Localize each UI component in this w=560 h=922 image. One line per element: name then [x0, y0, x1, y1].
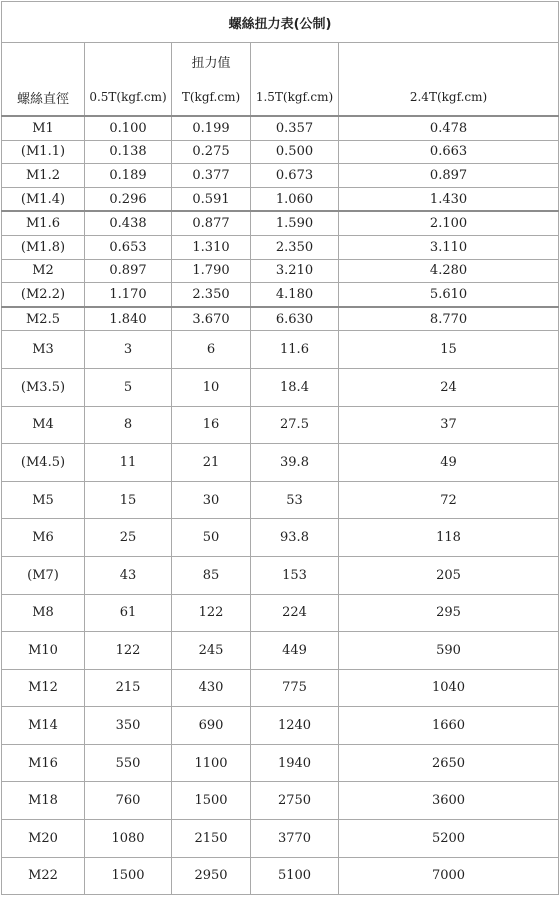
- table-row: [2, 594, 559, 632]
- screw-size-cell: M22: [2, 857, 85, 895]
- torque-1t-cell: 122: [172, 594, 251, 632]
- header-row-top: [2, 43, 559, 80]
- table-row: [2, 782, 559, 820]
- torque-2-4t-cell: 2650: [339, 744, 559, 782]
- torque-0-5t-cell: 15: [85, 481, 172, 519]
- torque-0-5t-cell: 43: [85, 556, 172, 594]
- torque-1t-cell: 245: [172, 632, 251, 670]
- screw-size-cell: (M7): [2, 556, 85, 594]
- torque-0-5t-cell: 1500: [85, 857, 172, 895]
- torque-1t-cell: 16: [172, 406, 251, 444]
- torque-0-5t-cell: 1.840: [85, 307, 172, 331]
- torque-1t-cell: 6: [172, 331, 251, 369]
- torque-2-4t-cell: 3600: [339, 782, 559, 820]
- torque-0-5t-cell: 122: [85, 632, 172, 670]
- torque-1t-cell: 0.199: [172, 116, 251, 140]
- screw-size-cell: (M2.2): [2, 283, 85, 307]
- torque-2-4t-cell: 2.100: [339, 211, 559, 235]
- screw-size-cell: M2: [2, 259, 85, 283]
- table-row: [2, 283, 559, 307]
- torque-1-5t-cell: 11.6: [251, 331, 339, 369]
- torque-1t-cell: 0.377: [172, 164, 251, 188]
- header-row: [2, 79, 559, 116]
- torque-2-4t-cell: 5200: [339, 820, 559, 858]
- torque-0-5t-cell: 1080: [85, 820, 172, 858]
- torque-1-5t-cell: 775: [251, 669, 339, 707]
- torque-2-4t-cell: 0.478: [339, 116, 559, 140]
- screw-size-cell: M8: [2, 594, 85, 632]
- torque-2-4t-cell: 0.663: [339, 140, 559, 164]
- table-row: [2, 259, 559, 283]
- header-empty-cell: [251, 43, 339, 80]
- screw-size-cell: M20: [2, 820, 85, 858]
- torque-1t-cell: 2.350: [172, 283, 251, 307]
- torque-2-4t-cell: 24: [339, 368, 559, 406]
- torque-1-5t-cell: 27.5: [251, 406, 339, 444]
- torque-1-5t-cell: 39.8: [251, 444, 339, 482]
- table-row: [2, 632, 559, 670]
- torque-0-5t-cell: 61: [85, 594, 172, 632]
- torque-0-5t-cell: 350: [85, 707, 172, 745]
- screw-size-cell: M5: [2, 481, 85, 519]
- torque-1-5t-cell: 53: [251, 481, 339, 519]
- torque-0-5t-cell: 0.438: [85, 211, 172, 235]
- table-row: [2, 481, 559, 519]
- table-row: [2, 820, 559, 858]
- table-row: [2, 368, 559, 406]
- torque-value-group-header: 扭力值: [172, 43, 251, 80]
- torque-1-5t-cell: 1.060: [251, 187, 339, 211]
- torque-2-4t-cell: 3.110: [339, 235, 559, 259]
- torque-2-4t-cell: 37: [339, 406, 559, 444]
- torque-1t-cell: 430: [172, 669, 251, 707]
- table-row: [2, 331, 559, 369]
- table-row: [2, 406, 559, 444]
- table-row: [2, 211, 559, 235]
- screw-size-cell: M14: [2, 707, 85, 745]
- screw-size-cell: M1.2: [2, 164, 85, 188]
- torque-0-5t-cell: 215: [85, 669, 172, 707]
- screw-size-cell: M16: [2, 744, 85, 782]
- torque-1t-cell: 2950: [172, 857, 251, 895]
- torque-0-5t-cell: 3: [85, 331, 172, 369]
- torque-2-4t-cell: 5.610: [339, 283, 559, 307]
- torque-2-4t-cell: 15: [339, 331, 559, 369]
- torque-1-5t-cell: 6.630: [251, 307, 339, 331]
- table-row: [2, 669, 559, 707]
- torque-1-5t-cell: 3.210: [251, 259, 339, 283]
- torque-2-4t-cell: 1.430: [339, 187, 559, 211]
- screw-size-cell: (M3.5): [2, 368, 85, 406]
- table-row: [2, 744, 559, 782]
- torque-1-5t-cell: 4.180: [251, 283, 339, 307]
- screw-size-cell: M3: [2, 331, 85, 369]
- torque-0-5t-cell: 11: [85, 444, 172, 482]
- torque-1-5t-cell: 5100: [251, 857, 339, 895]
- screw-size-cell: (M1.1): [2, 140, 85, 164]
- torque-0-5t-cell: 8: [85, 406, 172, 444]
- screw-size-cell: M1.6: [2, 211, 85, 235]
- screw-size-cell: M10: [2, 632, 85, 670]
- torque-0-5t-cell: 0.100: [85, 116, 172, 140]
- torque-1t-cell: 1.310: [172, 235, 251, 259]
- table-row: [2, 164, 559, 188]
- table-row: [2, 307, 559, 331]
- table-row: [2, 707, 559, 745]
- table-row: [2, 187, 559, 211]
- torque-1t-cell: 1500: [172, 782, 251, 820]
- torque-1t-cell: 0.591: [172, 187, 251, 211]
- torque-1-5t-cell: 449: [251, 632, 339, 670]
- torque-1t-cell: 10: [172, 368, 251, 406]
- torque-1t-cell: 0.275: [172, 140, 251, 164]
- header-empty-cell: [2, 43, 85, 80]
- screw-size-cell: (M1.4): [2, 187, 85, 211]
- torque-2-4t-cell: 72: [339, 481, 559, 519]
- torque-0-5t-cell: 1.170: [85, 283, 172, 307]
- torque-2-4t-cell: 0.897: [339, 164, 559, 188]
- screw-size-cell: M4: [2, 406, 85, 444]
- torque-0-5t-cell: 760: [85, 782, 172, 820]
- torque-1t-cell: 1100: [172, 744, 251, 782]
- torque-2-4t-cell: 7000: [339, 857, 559, 895]
- torque-1t-cell: 3.670: [172, 307, 251, 331]
- torque-0-5t-cell: 0.653: [85, 235, 172, 259]
- table-row: [2, 116, 559, 140]
- table-row: [2, 857, 559, 895]
- torque-2-4t-cell: 8.770: [339, 307, 559, 331]
- screw-size-cell: M2.5: [2, 307, 85, 331]
- torque-1t-cell: 690: [172, 707, 251, 745]
- torque-0-5t-cell: 0.296: [85, 187, 172, 211]
- table-title: 螺絲扭力表(公制): [2, 2, 559, 43]
- table-row: [2, 519, 559, 557]
- header-empty-cell: [339, 43, 559, 80]
- torque-0-5t-cell: 0.138: [85, 140, 172, 164]
- torque-1t-cell: 1.790: [172, 259, 251, 283]
- torque-1-5t-cell: 0.500: [251, 140, 339, 164]
- torque-2-4t-cell: 4.280: [339, 259, 559, 283]
- screw-size-cell: M12: [2, 669, 85, 707]
- torque-2-4t-cell: 49: [339, 444, 559, 482]
- torque-1t-cell: 2150: [172, 820, 251, 858]
- column-header-1-5t: 1.5T(kgf.cm): [251, 79, 339, 116]
- table-row: [2, 556, 559, 594]
- table-row: [2, 444, 559, 482]
- title-row: [2, 2, 559, 43]
- torque-1t-cell: 50: [172, 519, 251, 557]
- torque-1t-cell: 21: [172, 444, 251, 482]
- column-header-2-4t: 2.4T(kgf.cm): [339, 79, 559, 116]
- torque-0-5t-cell: 550: [85, 744, 172, 782]
- torque-0-5t-cell: 25: [85, 519, 172, 557]
- torque-0-5t-cell: 0.189: [85, 164, 172, 188]
- torque-0-5t-cell: 0.897: [85, 259, 172, 283]
- torque-1-5t-cell: 2.350: [251, 235, 339, 259]
- torque-1t-cell: 85: [172, 556, 251, 594]
- torque-1-5t-cell: 153: [251, 556, 339, 594]
- column-header-0-5t: 0.5T(kgf.cm): [85, 79, 172, 116]
- torque-2-4t-cell: 590: [339, 632, 559, 670]
- torque-1t-cell: 0.877: [172, 211, 251, 235]
- screw-size-cell: (M4.5): [2, 444, 85, 482]
- torque-2-4t-cell: 1040: [339, 669, 559, 707]
- table-row: [2, 235, 559, 259]
- torque-1-5t-cell: 0.357: [251, 116, 339, 140]
- torque-2-4t-cell: 295: [339, 594, 559, 632]
- torque-1-5t-cell: 2750: [251, 782, 339, 820]
- column-header-1t: T(kgf.cm): [172, 79, 251, 116]
- screw-size-cell: M6: [2, 519, 85, 557]
- screw-size-cell: M18: [2, 782, 85, 820]
- screw-size-cell: M1: [2, 116, 85, 140]
- column-header-screw-diameter: 螺絲直徑: [2, 79, 85, 116]
- header-empty-cell: [85, 43, 172, 80]
- torque-1-5t-cell: 93.8: [251, 519, 339, 557]
- torque-1-5t-cell: 1240: [251, 707, 339, 745]
- table-row: [2, 140, 559, 164]
- screw-size-cell: (M1.8): [2, 235, 85, 259]
- torque-table: [1, 1, 559, 895]
- torque-1-5t-cell: 1940: [251, 744, 339, 782]
- torque-2-4t-cell: 1660: [339, 707, 559, 745]
- torque-1-5t-cell: 0.673: [251, 164, 339, 188]
- torque-0-5t-cell: 5: [85, 368, 172, 406]
- torque-1-5t-cell: 1.590: [251, 211, 339, 235]
- torque-2-4t-cell: 205: [339, 556, 559, 594]
- torque-1t-cell: 30: [172, 481, 251, 519]
- torque-1-5t-cell: 18.4: [251, 368, 339, 406]
- torque-1-5t-cell: 224: [251, 594, 339, 632]
- torque-1-5t-cell: 3770: [251, 820, 339, 858]
- torque-2-4t-cell: 118: [339, 519, 559, 557]
